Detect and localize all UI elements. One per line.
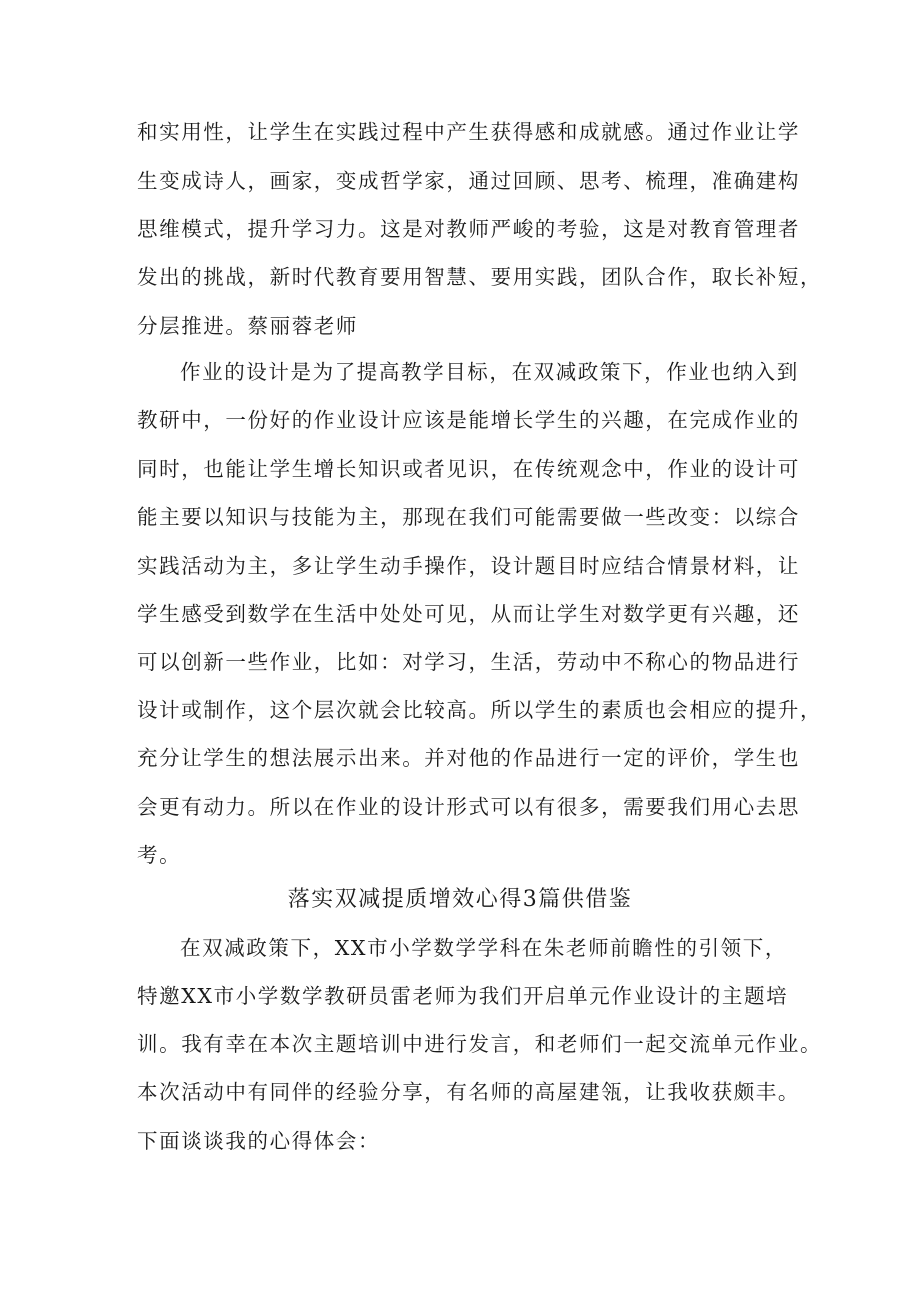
text-line: 实践活动为主，多让学生动手操作，设计题目时应结合情景材料，让	[137, 554, 800, 578]
text-line: 下面谈谈我的心得体会：	[137, 1129, 381, 1153]
text-line: 特邀XX市小学数学教研员雷老师为我们开启单元作业设计的主题培	[137, 984, 789, 1008]
text-line: 考。	[137, 843, 182, 867]
text-line: 会更有动力。所以在作业的设计形式可以有很多，需要我们用心去思	[137, 795, 800, 819]
text-line: 本次活动中有同伴的经验分享，有名师的高屋建瓴，让我收获颇丰。	[137, 1080, 800, 1104]
text-line: 可以创新一些作业，比如：对学习，生活，劳动中不称心的物品进行	[137, 650, 800, 674]
text-line: 教研中，一份好的作业设计应该是能增长学生的兴趣，在完成作业的	[137, 408, 800, 432]
text-line: 和实用性，让学生在实践过程中产生获得感和成就感。通过作业让学	[137, 120, 800, 144]
text-line: 设计或制作，这个层次就会比较高。所以学生的素质也会相应的提升，	[137, 698, 823, 722]
text-line: 同时，也能让学生增长知识或者见识，在传统观念中，作业的设计可	[137, 457, 800, 481]
text-line: 充分让学生的想法展示出来。并对他的作品进行一定的评价，学生也	[137, 746, 800, 770]
text-line: 思维模式，提升学习力。这是对教师严峻的考验，这是对教育管理者	[137, 217, 800, 241]
text-line: 在双减政策下，XX市小学数学学科在朱老师前瞻性的引领下，	[180, 936, 787, 960]
text-line: 作业的设计是为了提高教学目标，在双减政策下，作业也纳入到	[180, 360, 799, 384]
text-line: 能主要以知识与技能为主，那现在我们可能需要做一些改变：以综合	[137, 505, 800, 529]
text-line: 分层推进。蔡丽蓉老师	[137, 314, 358, 338]
section-heading: 落实双减提质增效心得3篇供借鉴	[287, 887, 633, 912]
text-line: 学生感受到数学在生活中处处可见，从而让学生对数学更有兴趣，还	[137, 602, 800, 626]
text-line: 发出的挑战，新时代教育要用智慧、要用实践，团队合作，取长补短，	[137, 265, 823, 289]
text-line: 生变成诗人，画家，变成哲学家，通过回顾、思考、梳理，准确建构	[137, 169, 800, 193]
text-line: 训。我有幸在本次主题培训中进行发言，和老师们一起交流单元作业。	[137, 1032, 823, 1056]
